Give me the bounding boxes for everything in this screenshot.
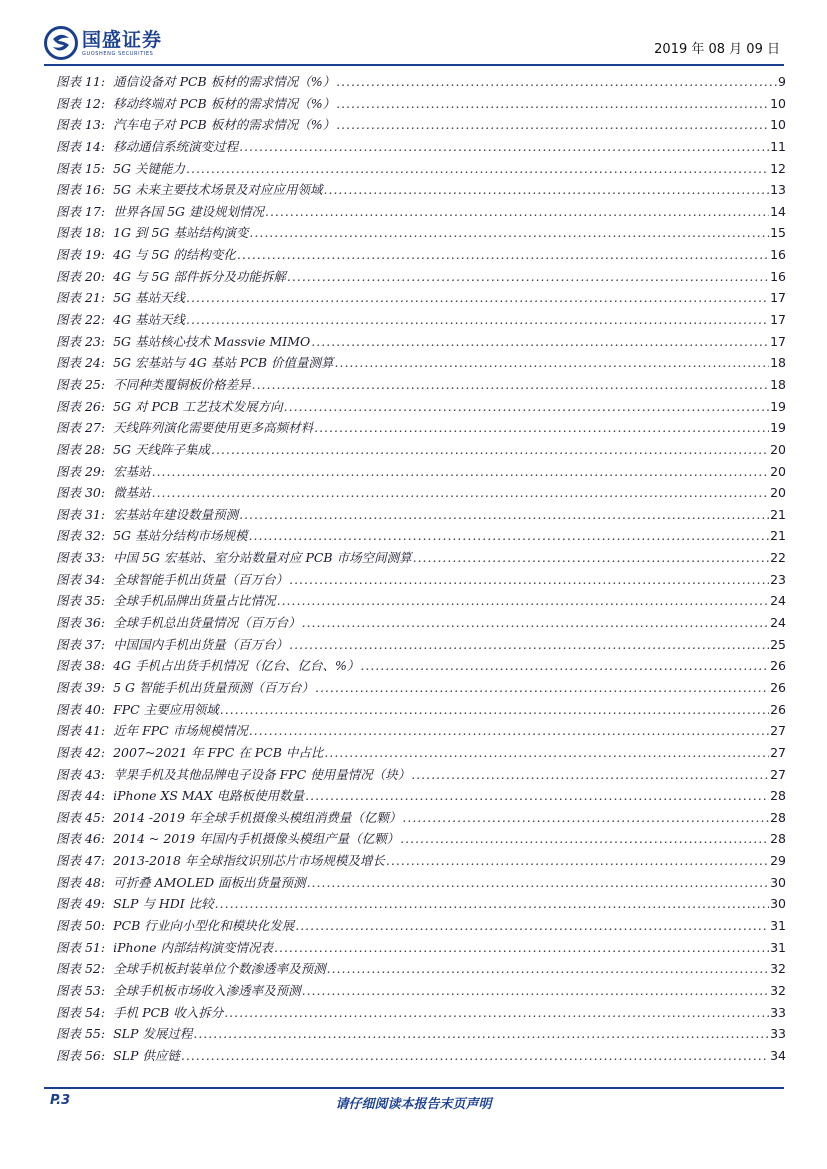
toc-entry[interactable] xyxy=(56,222,786,244)
page-ref: 13 xyxy=(770,182,786,198)
figure-title: SLP 发展过程 xyxy=(113,1026,193,1042)
figure-title: 中国 5G 宏基站、室分站数量对应 PCB 市场空间测算 xyxy=(113,550,412,566)
page-header xyxy=(44,22,784,62)
figure-title: 5G 基站分结构市场规模 xyxy=(113,528,248,544)
toc-entry[interactable] xyxy=(56,958,786,980)
dot-leader xyxy=(324,742,769,764)
figure-label: 图表 27: xyxy=(56,420,106,436)
toc-entry[interactable] xyxy=(56,461,786,483)
page-ref: 23 xyxy=(770,571,786,587)
toc-entry[interactable] xyxy=(56,807,786,829)
figure-label: 图表 13: xyxy=(56,117,106,133)
figure-label: 图表 32: xyxy=(56,528,106,544)
figure-title: 微基站 xyxy=(113,485,151,501)
page-ref: 14 xyxy=(770,203,786,219)
dot-leader xyxy=(386,850,769,872)
page-ref: 26 xyxy=(770,679,786,695)
toc-entry[interactable] xyxy=(56,331,786,353)
page-ref: 9 xyxy=(778,74,786,89)
figure-label: 图表 42: xyxy=(56,744,106,760)
toc-entry[interactable] xyxy=(56,655,786,677)
figure-title: 汽车电子对 PCB 板材的需求情况（%） xyxy=(113,117,336,133)
page-ref: 31 xyxy=(770,939,786,955)
page-ref: 20 xyxy=(770,485,786,501)
figure-title: 不同种类覆铜板价格差异 xyxy=(113,376,251,392)
dot-leader xyxy=(277,590,769,612)
dot-leader xyxy=(335,352,770,374)
toc-entry[interactable] xyxy=(56,590,786,612)
figure-label: 图表 44: xyxy=(56,788,106,804)
figure-title: 2007~2021 年 FPC 在 PCB 中占比 xyxy=(113,744,324,760)
figure-title: SLP 与 HDI 比较 xyxy=(113,896,214,912)
toc-entry[interactable] xyxy=(56,764,786,786)
figure-title: 5G 基站核心技术 Massvie MIMO xyxy=(113,333,311,349)
toc-entry[interactable] xyxy=(56,309,786,331)
page-ref: 11 xyxy=(770,138,786,154)
page-ref: 19 xyxy=(770,420,786,436)
page-ref: 17 xyxy=(770,290,786,306)
dot-leader xyxy=(152,461,769,483)
figure-title: 近年 FPC 市场规模情况 xyxy=(113,723,248,739)
toc-entry[interactable] xyxy=(56,287,786,309)
figure-title: 1G 到 5G 基站结构演变 xyxy=(113,225,249,241)
page-ref: 21 xyxy=(770,528,786,544)
toc-entry[interactable] xyxy=(56,699,786,721)
page-ref: 10 xyxy=(770,95,786,111)
dot-leader xyxy=(152,482,769,504)
page-ref: 28 xyxy=(770,788,786,804)
page-ref: 10 xyxy=(770,117,786,133)
page-ref: 32 xyxy=(770,961,786,977)
dot-leader xyxy=(324,179,770,201)
toc-entry[interactable] xyxy=(56,569,786,591)
figure-label: 图表 30: xyxy=(56,485,106,501)
report-date: 2019 年 08 月 09 日 xyxy=(654,42,780,57)
figure-label: 图表 28: xyxy=(56,441,106,457)
figure-label: 图表 43: xyxy=(56,766,106,782)
dot-leader xyxy=(211,439,769,461)
page-ref: 21 xyxy=(770,506,786,522)
toc-entry[interactable] xyxy=(56,417,786,439)
figure-label: 图表 25: xyxy=(56,376,106,392)
figure-label: 图表 12: xyxy=(56,95,106,111)
company-name-cn: 国盛证券 xyxy=(82,28,163,51)
dot-leader xyxy=(307,872,770,894)
figure-title: FPC 主要应用领域 xyxy=(113,701,219,717)
dot-leader xyxy=(265,201,769,223)
dot-leader xyxy=(252,374,769,396)
dot-leader xyxy=(237,244,769,266)
figure-label: 图表 18: xyxy=(56,225,106,241)
toc-entry[interactable] xyxy=(56,71,786,93)
toc-entry[interactable] xyxy=(56,915,786,937)
dot-leader xyxy=(305,785,769,807)
dot-leader xyxy=(239,504,769,526)
toc-entry[interactable] xyxy=(56,396,786,418)
dot-leader xyxy=(220,699,769,721)
toc-entry[interactable] xyxy=(56,980,786,1002)
dot-leader xyxy=(249,525,770,547)
figure-title: 中国国内手机出货量（百万台） xyxy=(113,636,289,652)
dot-leader xyxy=(215,893,769,915)
figure-title: 全球手机板封装单位个数渗透率及预测 xyxy=(113,961,326,977)
page-ref: 27 xyxy=(770,766,786,782)
toc-entry[interactable] xyxy=(56,93,786,115)
figure-label: 图表 48: xyxy=(56,874,106,890)
page-ref: 16 xyxy=(770,268,786,284)
toc-entry[interactable] xyxy=(56,828,786,850)
page-ref: 24 xyxy=(770,593,786,609)
dot-leader xyxy=(239,136,769,158)
page-ref: 26 xyxy=(770,658,786,674)
figure-title: 4G 与 5G 部件拆分及功能拆解 xyxy=(113,268,286,284)
page-ref: 20 xyxy=(770,441,786,457)
page-ref: 17 xyxy=(770,333,786,349)
toc-entry[interactable] xyxy=(56,201,786,223)
figure-title: 5G 关键能力 xyxy=(113,160,186,176)
toc-entry[interactable] xyxy=(56,1023,786,1045)
dot-leader xyxy=(186,158,769,180)
figure-label: 图表 26: xyxy=(56,398,106,414)
figure-title: 可折叠 AMOLED 面板出货量预测 xyxy=(113,874,306,890)
figure-label: 图表 29: xyxy=(56,463,106,479)
dot-leader xyxy=(402,807,769,829)
page-ref: 25 xyxy=(770,636,786,652)
dot-leader xyxy=(302,612,769,634)
figure-title: 世界各国 5G 建设规划情况 xyxy=(113,203,264,219)
footer-divider xyxy=(44,1087,784,1089)
figure-title: 4G 与 5G 的结构变化 xyxy=(113,247,236,263)
dot-leader xyxy=(360,655,769,677)
figure-title: 全球手机板市场收入渗透率及预测 xyxy=(113,982,301,998)
toc-entry[interactable] xyxy=(56,158,786,180)
header-divider xyxy=(44,64,784,66)
dot-leader xyxy=(336,114,769,136)
figure-label: 图表 56: xyxy=(56,1047,106,1063)
dot-leader xyxy=(314,417,769,439)
figure-label: 图表 17: xyxy=(56,203,106,219)
toc-entry[interactable] xyxy=(56,937,786,959)
page-ref: 28 xyxy=(770,809,786,825)
page-ref: 27 xyxy=(770,744,786,760)
figure-label: 图表 53: xyxy=(56,982,106,998)
page-ref: 31 xyxy=(770,917,786,933)
figure-title: 宏基站 xyxy=(113,463,151,479)
figure-title: 5G 天线阵子集成 xyxy=(113,441,211,457)
page-ref: 33 xyxy=(770,1026,786,1042)
dot-leader xyxy=(400,828,769,850)
figure-title: 移动通信系统演变过程 xyxy=(113,138,239,154)
figure-title: 天线阵列演化需要使用更多高频材料 xyxy=(113,420,314,436)
toc-entry[interactable] xyxy=(56,179,786,201)
figure-title: iPhone XS MAX 电路板使用数量 xyxy=(113,788,305,804)
toc-entry[interactable] xyxy=(56,893,786,915)
toc-entry[interactable] xyxy=(56,374,786,396)
dot-leader xyxy=(302,980,769,1002)
figure-label: 图表 20: xyxy=(56,268,106,284)
figure-title: 移动终端对 PCB 板材的需求情况（%） xyxy=(113,95,336,111)
dot-leader xyxy=(413,547,770,569)
toc-entry[interactable] xyxy=(56,136,786,158)
dot-leader xyxy=(336,93,769,115)
figure-label: 图表 55: xyxy=(56,1026,106,1042)
dot-leader xyxy=(289,569,769,591)
figure-title: 4G 基站天线 xyxy=(113,312,186,328)
figure-label: 图表 41: xyxy=(56,723,106,739)
dot-leader xyxy=(249,222,769,244)
page-ref: 20 xyxy=(770,463,786,479)
page-number: P.3 xyxy=(50,1093,71,1108)
toc-entry[interactable] xyxy=(56,677,786,699)
page-ref: 16 xyxy=(770,247,786,263)
figure-title: 全球手机品牌出货量占比情况 xyxy=(113,593,276,609)
figure-title: 5G 对 PCB 工艺技术发展方向 xyxy=(113,398,283,414)
toc-entry[interactable] xyxy=(56,266,786,288)
figure-title: 苹果手机及其他品牌电子设备 FPC 使用量情况（块） xyxy=(113,766,411,782)
page-ref: 24 xyxy=(770,615,786,631)
figure-title: 宏基站年建设数量预测 xyxy=(113,506,239,522)
dot-leader xyxy=(411,764,769,786)
figure-title: 2013-2018 年全球指纹识别芯片市场规模及增长 xyxy=(113,853,385,869)
page-ref: 22 xyxy=(770,550,786,566)
dot-leader xyxy=(224,1002,769,1024)
company-name-en: GUOSHENG SECURITIES xyxy=(82,50,154,57)
dot-leader xyxy=(181,1045,769,1067)
toc-entry[interactable] xyxy=(56,547,786,569)
figure-title: 全球智能手机出货量（百万台） xyxy=(113,571,289,587)
dot-leader xyxy=(249,720,769,742)
toc-entry[interactable] xyxy=(56,439,786,461)
page-ref: 29 xyxy=(770,853,786,869)
figure-title: 全球手机总出货量情况（百万台） xyxy=(113,615,301,631)
figure-label: 图表 36: xyxy=(56,615,106,631)
page-ref: 30 xyxy=(770,874,786,890)
figure-label: 图表 16: xyxy=(56,182,106,198)
dot-leader xyxy=(284,396,769,418)
dot-leader xyxy=(311,331,769,353)
toc-entry[interactable] xyxy=(56,1045,786,1067)
toc-entry[interactable] xyxy=(56,525,786,547)
figure-title: 通信设备对 PCB 板材的需求情况（%） xyxy=(113,74,336,89)
figure-label: 图表 39: xyxy=(56,679,106,695)
figure-label: 图表 24: xyxy=(56,355,106,371)
toc-entry[interactable] xyxy=(56,114,786,136)
figure-label: 图表 45: xyxy=(56,809,106,825)
dot-leader xyxy=(186,287,769,309)
figure-label: 图表 35: xyxy=(56,593,106,609)
figure-label: 图表 19: xyxy=(56,247,106,263)
toc-entry[interactable] xyxy=(56,1002,786,1024)
figure-label: 图表 49: xyxy=(56,896,106,912)
company-logo xyxy=(44,26,162,60)
figure-label: 图表 33: xyxy=(56,550,106,566)
page-ref: 32 xyxy=(770,982,786,998)
page-ref: 30 xyxy=(770,896,786,912)
guosheng-logo-icon xyxy=(44,26,78,60)
dot-leader xyxy=(336,71,777,93)
dot-leader xyxy=(295,915,769,937)
figure-title: 5G 未来主要技术场景及对应应用领域 xyxy=(113,182,323,198)
figure-label: 图表 14: xyxy=(56,138,106,154)
figure-title: iPhone 内部结构演变情况表 xyxy=(113,939,274,955)
page-ref: 33 xyxy=(770,1004,786,1020)
figure-label: 图表 31: xyxy=(56,506,106,522)
toc-entry[interactable] xyxy=(56,504,786,526)
figure-title: 5 G 智能手机出货量预测（百万台） xyxy=(113,679,314,695)
figure-title: 5G 宏基站与 4G 基站 PCB 价值量测算 xyxy=(113,355,334,371)
page-ref: 28 xyxy=(770,831,786,847)
dot-leader xyxy=(289,634,769,656)
page-ref: 15 xyxy=(770,225,786,241)
page-ref: 12 xyxy=(770,160,786,176)
toc-entry[interactable] xyxy=(56,352,786,374)
figure-label: 图表 51: xyxy=(56,939,106,955)
figure-title: 2014 ~ 2019 年国内手机摄像头模组产量（亿颗） xyxy=(113,831,400,847)
figure-label: 图表 23: xyxy=(56,333,106,349)
figure-label: 图表 22: xyxy=(56,312,106,328)
toc-entry[interactable] xyxy=(56,850,786,872)
figure-label: 图表 38: xyxy=(56,658,106,674)
toc-entry[interactable] xyxy=(56,785,786,807)
disclaimer-note: 请仔细阅读本报告末页声明 xyxy=(335,1097,492,1112)
page-ref: 19 xyxy=(770,398,786,414)
figure-title: 5G 基站天线 xyxy=(113,290,186,306)
figure-label: 图表 47: xyxy=(56,853,106,869)
toc-entry[interactable] xyxy=(56,482,786,504)
page-ref: 18 xyxy=(770,355,786,371)
figure-label: 图表 15: xyxy=(56,160,106,176)
figure-label: 图表 34: xyxy=(56,571,106,587)
figure-label: 图表 37: xyxy=(56,636,106,652)
figure-label: 图表 52: xyxy=(56,961,106,977)
toc-entry[interactable] xyxy=(56,742,786,764)
page-ref: 26 xyxy=(770,701,786,717)
figure-title: PCB 行业向小型化和模块化发展 xyxy=(113,917,295,933)
figure-index-list xyxy=(56,71,786,1066)
toc-entry[interactable] xyxy=(56,720,786,742)
dot-leader xyxy=(287,266,769,288)
page-ref: 34 xyxy=(770,1047,786,1063)
dot-leader xyxy=(327,958,769,980)
figure-label: 图表 46: xyxy=(56,831,106,847)
toc-entry[interactable] xyxy=(56,634,786,656)
figure-label: 图表 21: xyxy=(56,290,106,306)
dot-leader xyxy=(193,1023,769,1045)
dot-leader xyxy=(315,677,769,699)
figure-label: 图表 11: xyxy=(56,74,106,89)
figure-label: 图表 54: xyxy=(56,1004,106,1020)
toc-entry[interactable] xyxy=(56,244,786,266)
figure-label: 图表 50: xyxy=(56,917,106,933)
page-ref: 17 xyxy=(770,312,786,328)
figure-title: 手机 PCB 收入拆分 xyxy=(113,1004,224,1020)
page-ref: 18 xyxy=(770,376,786,392)
page-ref: 27 xyxy=(770,723,786,739)
figure-title: SLP 供应链 xyxy=(113,1047,180,1063)
toc-entry[interactable] xyxy=(56,872,786,894)
dot-leader xyxy=(274,937,769,959)
dot-leader xyxy=(186,309,769,331)
figure-title: 2014 -2019 年全球手机摄像头模组消费量（亿颗） xyxy=(113,809,402,825)
figure-title: 4G 手机占出货手机情况（亿台、亿台、%） xyxy=(113,658,360,674)
toc-entry[interactable] xyxy=(56,612,786,634)
figure-label: 图表 40: xyxy=(56,701,106,717)
